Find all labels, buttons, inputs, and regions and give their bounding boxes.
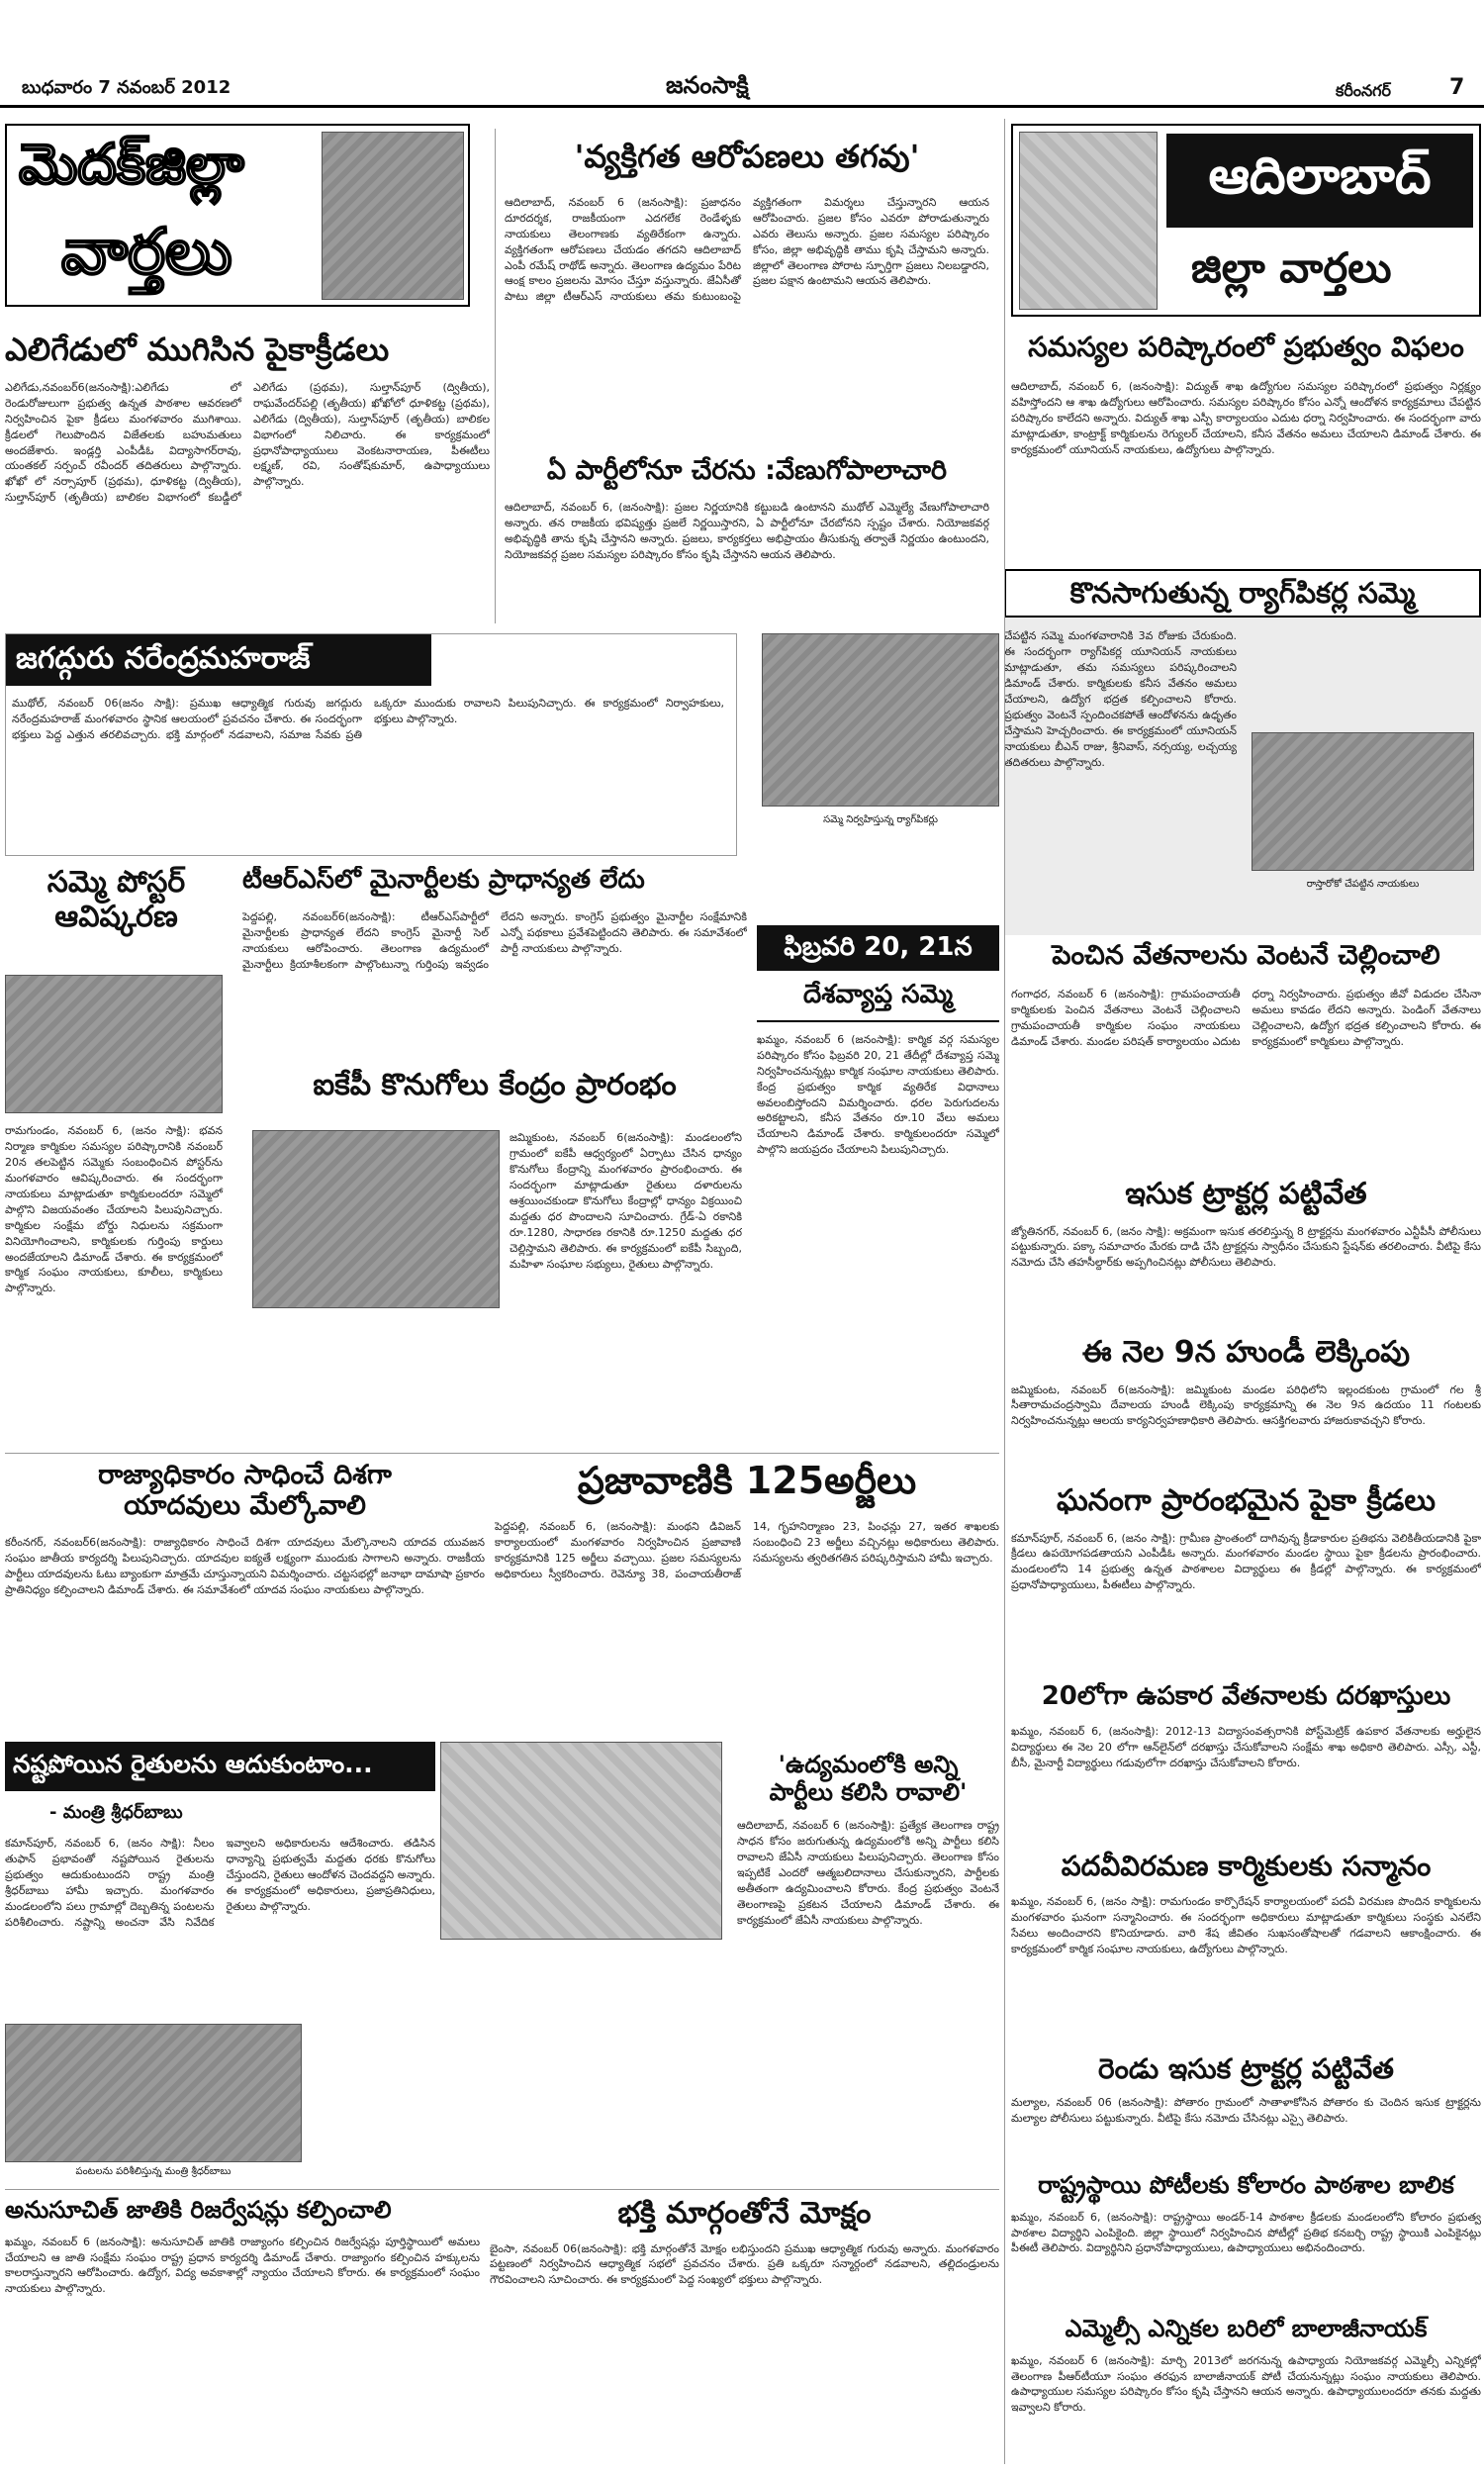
article-headline: సమ్మె పోస్టర్‌ ఆవిష్కరణ bbox=[46, 866, 186, 934]
crop-inspection-photo-2 bbox=[5, 2024, 302, 2162]
article-body: ఆదిలాబాద్‌, నవంబర్‌ 6 (జనంసాక్షి): ప్రత్యేక తెలంగాణ రాష్ట్ర సాధన కోసం జరుగుతున్న ఉద్యమంలోకి అన్ని పార్టీలు కలిసి రావాలని జేఏసీ నాయకులు పిలుపునిచ్చారు. తెలంగాణ కోసం ఇప్పటికే ఎందరో ఆత్మబలిదానాలు చేసుకున్నారని, పార్టీలకు అతీతంగా ఉద్యమించాలని కోరారు. కేంద్ర ప్రభుత్వం వెంటనే తెలంగాణపై ప్రకటన చేయాలని డిమాండ్‌ చేశారు. ఈ కార్యక్రమంలో జేఏసీ నాయకులు పాల్గొన్నారు. bbox=[737, 1819, 999, 1927]
photo-caption: పంటలను పరిశీలిస్తున్న మంత్రి శ్రీధర్‌బాబు bbox=[75, 2166, 232, 2177]
medak-banner bbox=[5, 124, 470, 307]
article-headline: భక్తి మార్గంతోనే మోక్షం bbox=[617, 2197, 872, 2231]
article-headline: సమస్యల పరిష్కారంలో ప్రభుత్వం విఫలం bbox=[1028, 332, 1464, 363]
article-farmers-support bbox=[5, 1742, 727, 2177]
article-headline: రాజ్యాధికారం సాధించే దిశగా bbox=[98, 1460, 392, 1490]
article-headline: ఘనంగా ప్రారంభమైన పైకా క్రీడలు bbox=[1056, 1484, 1437, 1518]
article-narendra-maharaj bbox=[5, 633, 737, 856]
ikp-center-photo bbox=[252, 1130, 500, 1308]
article-reservations bbox=[5, 2197, 480, 2395]
issue-date: బుధవారం 7 నవంబర్ 2012 bbox=[22, 77, 232, 98]
article-headline: ఇసుక ట్రాక్టర్ల పట్టివేత bbox=[1125, 1178, 1367, 1211]
article-body: ఖమ్మం, నవంబర్‌ 6 (జనంసాక్షి): మార్చి 2013లో జరగనున్న ఉపాధ్యాయ నియోజకవర్గ ఎమ్మెల్సీ ఎన్నికల్లో తెలంగాణ పీఆర్‌టీయూ సంఘం తరఫున బాలాజీనాయక్‌ పోటీ చేయనున్నట్లు సంఘం నాయకులు తెలిపారు. ఉపాధ్యాయుల సమస్యల పరిష్కారం కోసం కృషి చేస్తానని ఆయన అన్నారు. ఉపాధ్యాయులందరూ తనకు మద్దతు ఇవ్వాలని కోరారు. bbox=[1011, 2353, 1481, 2415]
article-personal-allegations bbox=[505, 139, 989, 465]
article-body: ఖమ్మం, నవంబర్‌ 6, (జనం సాక్షి): రామగుండం కార్పొరేషన్‌ కార్యాలయంలో పదవీ విరమణ పొందిన కార్మికులను మంగళవారం ఘనంగా సన్మానించారు. ఈ సందర్భంగా అధికారులు మాట్లాడుతూ కార్మికులు సంస్థకు ఎనలేని సేవలు అందించారని కొనియాడారు. వారి శేష జీవితం సుఖసంతోషాలతో గడవాలని ఆకాంక్షించారు. ఈ కార్యక్రమంలో కార్మిక సంఘాల నాయకులు, ఉద్యోగులు పాల్గొన్నారు. bbox=[1011, 1895, 1481, 1955]
article-body: ఆదిలాబాద్‌, నవంబర్‌ 6, (జనంసాక్షి): విద్యుత్‌ శాఖ ఉద్యోగుల సమస్యల పరిష్కారంలో ప్రభుత్వం నిర్లక్ష్యం వహిస్తోందని ఆ శాఖ ఉద్యోగులు ఆరోపించారు. సమస్యల పరిష్కారం కోసం ఎన్నో ఆందోళన కార్యక్రమాలు చేపట్టిన పరిష్కారం కాలేదని అన్నారు. విద్యుత్‌ శాఖ ఎస్పీ కార్యాలయం ఎదుట ధర్నా నిర్వహించారు. ఈ సందర్భంగా వారు మాట్లాడుతూ, కాంట్రాక్ట్‌ కార్మికులను రెగ్యులర్‌ చేయాలని, కనీస వేతనం అమలు చేయాలని డిమాండ్‌ చేశారు. ఈ కార్యక్రమంలో యూనియన్‌ నాయకులు, ఉద్యోగులు పాల్గొన్నారు. bbox=[1011, 380, 1481, 456]
medak-title-line1: మెదక్‌జిల్లా bbox=[19, 133, 244, 197]
masthead bbox=[0, 0, 1484, 109]
article-body: గంగాధర, నవంబర్‌ 6 (జనంసాక్షి): గ్రామపంచాయతీ కార్మికులకు పెంచిన వేతనాలు వెంటనే చెల్లించాలని గ్రామపంచాయతీ కార్మికుల సంఘం నాయకులు డిమాండ్‌ చేశారు. మండల పరిషత్‌ కార్యాలయం ఎదుట ధర్నా నిర్వహించారు. ప్రభుత్వం జీవో విడుదల చేసినా అమలు కావడం లేదని అన్నారు. పెండింగ్‌ వేతనాలు చెల్లించాలని, ఉద్యోగ భద్రత కల్పించాలని కోరారు. ఈ కార్యక్రమంలో కార్మికులు పాల్గొన్నారు. bbox=[1011, 988, 1481, 1048]
article-venugopalachari bbox=[505, 455, 989, 633]
article-headline: అనుసూచిత్‌ జాతికి రిజర్వేషన్లు కల్పించాలి bbox=[5, 2197, 392, 2224]
article-body: ఎలిగేడు,నవంబర్‌6(జనంసాక్షి):ఎలిగేడు లో రెండురోజులుగా ప్రభుత్వ ఉన్నత పాఠశాల ఆవరణలో నిర్వహించిన పైకా క్రీడలు మంగళవారం ముగిశాయి. క్రీడలలో గెలుపొందిన విజేతలకు బహుమతులు అందజేశారు. ఇండ్లర్తి ఎంపీడీఓ విద్యాసాగర్‌రావు, యంతకల్‌ సర్పంచ్‌ రవీందర్‌ తదితరులు పాల్గొన్నారు. ఖోఖో లో నర్సాపూర్‌ (ప్రథమ), ధూళికట్ట (ద్వితీయ), సుల్తాన్‌పూర్‌ (తృతీయ) బాలికల విభాగంలో కబడ్డీలో ఎలిగేడు (ప్రథమ), సుల్తాన్‌పూర్‌ (ద్వితీయ), రాఘవేందర్‌పల్లి (తృతీయ) ఖోఖోలో ధూళికట్ట (ప్రథమ), ఎలిగేడు (ద్వితీయ), సుల్తాన్‌పూర్‌ (తృతీయ) బాలికల విభాగంలో నిలిచారు. ఈ కార్యక్రమంలో ప్రధానోపాధ్యాయులు వెంకటనారాయణ, పీఈటీలు లక్ష్మణ్‌, రవి, సంతోష్‌కుమార్‌, ఉపాధ్యాయులు పాల్గొన్నారు. bbox=[5, 380, 490, 505]
article-body: జ్యోతినగర్‌, నవంబర్‌ 6, (జనం సాక్షి): అక్రమంగా ఇసుక తరలిస్తున్న 8 ట్రాక్టర్లను మంగళవారం ఎన్టీపీసీ పోలీసులు పట్టుకున్నారు. పక్కా సమాచారం మేరకు దాడి చేసి ట్రాక్టర్లను స్వాధీనం చేసుకుని స్టేషన్‌కు తరలించారు. వీటిపై కేసు నమోదు చేసి తహసీల్దార్‌కు అప్పగించినట్లు పోలీసులు తెలిపారు. bbox=[1011, 1224, 1481, 1270]
article-body: రామగుండం, నవంబర్‌ 6, (జనం సాక్షి): భవన నిర్మాణ కార్మికుల సమస్యల పరిష్కారానికి నవంబర్‌ 20న తలపెట్టిన సమ్మెకు సంబంధించిన పోస్టర్‌ను మంగళవారం ఆవిష్కరించారు. ఈ సందర్భంగా నాయకులు మాట్లాడుతూ కార్మికులందరూ సమ్మెలో పాల్గొని విజయవంతం చేయాలని పిలుపునిచ్చారు. కార్మికుల సంక్షేమ బోర్డు నిధులను సక్రమంగా వినియోగించాలని, కార్మికులకు గుర్తింపు కార్డులు అందజేయాలని డిమాండ్‌ చేశారు. ఈ కార్యక్రమంలో కార్మిక సంఘం నాయకులు, కూలీలు, కార్మికులు పాల్గొన్నారు. bbox=[5, 1124, 223, 1295]
article-headline: కొనసాగుతున్న ర్యాగ్‌పికర్ల సమ్మె bbox=[1004, 569, 1481, 618]
article-body: చేపట్టిన సమ్మె మంగళవారానికి 3వ రోజుకు చేరుకుంది. ఈ సందర్భంగా ర్యాగ్‌పికర్ల యూనియన్‌ నాయకులు మాట్లాడుతూ, తమ సమస్యలు పరిష్కరించాలని డిమాండ్‌ చేశారు. కార్మికులకు కనీస వేతనం అమలు చేయాలని, ఉద్యోగ భద్రత కల్పించాలని కోరారు. ప్రభుత్వం వెంటనే స్పందించకపోతే ఆందోళనను ఉధృతం చేస్తామని హెచ్చరించారు. ఈ కార్యక్రమంలో యూనియన్‌ నాయకులు బీఎన్‌ రాజు, శ్రీనివాస్‌, నర్సయ్య, లచ్చయ్య తదితరులు పాల్గొన్నారు. bbox=[1004, 629, 1237, 769]
article-body: ఖమ్మం, నవంబర్‌ 6 (జనంసాక్షి): కార్మిక వర్గ సమస్యల పరిష్కారం కోసం ఫిబ్రవరి 20, 21 తేదీల్లో దేశవ్యాప్త సమ్మె నిర్వహించనున్నట్లు కార్మిక సంఘాల నాయకులు తెలిపారు. కేంద్ర ప్రభుత్వం కార్మిక వ్యతిరేక విధానాలు అవలంబిస్తోందని విమర్శించారు. ధరల పెరుగుదలను అరికట్టాలని, కనీస వేతనం రూ.10 వేలు అమలు చేయాలని డిమాండ్‌ చేశారు. కార్మికులందరూ సమ్మెలో పాల్గొని జయప్రదం చేయాలని పిలుపునిచ్చారు. bbox=[757, 1032, 999, 1157]
article-scholarships bbox=[1011, 1682, 1481, 1841]
article-eligedu-sports bbox=[5, 332, 490, 623]
article-pending-wages bbox=[1011, 940, 1481, 1168]
page-number: 7 bbox=[1449, 75, 1465, 100]
article-body: పెద్దపల్లి, నవంబర్‌6(జనంసాక్షి): టీఆర్‌ఎస్‌పార్టీలో మైనార్టీలకు ప్రాధాన్యత లేదని కాంగ్రెస్‌ మైనార్టీ సెల్‌ నాయకులు ఆరోపించారు. తెలంగాణ ఉద్యమంలో మైనార్టీలు క్రియాశీలకంగా పాల్గొంటున్నా గుర్తింపు ఇవ్వడం లేదని అన్నారు. కాంగ్రెస్‌ ప్రభుత్వం మైనార్టీల సంక్షేమానికి ఎన్నో పథకాలు ప్రవేశపెట్టిందని తెలిపారు. ఈ సమావేశంలో పార్టీ నాయకులు పాల్గొన్నారు. bbox=[242, 909, 747, 971]
article-headline: రెండు ఇసుక ట్రాక్టర్ల పట్టివేత bbox=[1098, 2053, 1394, 2085]
article-body: మల్యాల, నవంబర్‌ 06 (జనంసాక్షి): పోతారం గ్రామంలో సాతాళాకోసిన పోతారం కు చెందిన ఇసుక ట్రాక్టర్లను మల్యాల పోలీసులు పట్టుకున్నారు. వీటిపై కేసు నమోదు చేసినట్లు ఎస్సై తెలిపారు. bbox=[1011, 2096, 1481, 2126]
article-body: ఆదిలాబాద్‌, నవంబర్‌ 6, (జనంసాక్షి): ప్రజల నిర్ణయానికి కట్టుబడి ఉంటానని ముథోల్‌ ఎమ్మెల్యే వేణుగోపాలాచారి అన్నారు. తన రాజకీయ భవిష్యత్తు ప్రజలే నిర్ణయిస్తారని, ఏ పార్టీలోనూ చేరబోనని స్పష్టం చేశారు. నియోజకవర్గ అభివృద్ధికి తాను కృషి చేస్తానని అన్నారు. ప్రజలు, కార్యకర్తలు అభిప్రాయం తీసుకున్న తర్వాతే నిర్ణయం ఉంటుందని, నియోజకవర్గ ప్రజల సమస్యల పరిష్కారం కోసం కృషి చేస్తానని ఆయన తెలిపారు. bbox=[505, 501, 989, 561]
article-trs-minorities bbox=[242, 866, 747, 1064]
article-strike-poster bbox=[5, 866, 228, 1460]
article-ragpickers-strike bbox=[1004, 569, 1481, 935]
article-headline: 'వ్యక్తిగత ఆరోపణలు తగవు' bbox=[574, 139, 920, 175]
article-headline: ఫిబ్రవరి 20, 21న bbox=[757, 925, 999, 971]
district-name: కరీంనగర్ bbox=[1336, 81, 1392, 100]
article-body: ఖమ్మం, నవంబర్‌ 6, (జనంసాక్షి): రాష్ట్రస్థాయి అండర్‌-14 పాఠశాల క్రీడలకు మండలంలోని కోలారం ప్రభుత్వ పాఠశాల విద్యార్థిని ఎంపికైంది. జిల్లా స్థాయిలో నిర్వహించిన పోటీల్లో ప్రతిభ కనబర్చి రాష్ట్ర స్థాయికి ఎంపికైనట్లు పీఈటీ తెలిపారు. విద్యార్థినిని ప్రధానోపాధ్యాయులు, ఉపాధ్యాయులు అభినందించారు. bbox=[1011, 2210, 1481, 2255]
article-body: ఖమ్మం, నవంబర్‌ 6, (జనంసాక్షి): 2012-13 విద్యాసంవత్సరానికి పోస్ట్‌మెట్రిక్‌ ఉపకార వేతనాలకు అర్హులైన విద్యార్థులు ఈ నెల 20 లోగా ఆన్‌లైన్‌లో దరఖాస్తు చేసుకోవాలని సంక్షేమ శాఖ అధికారి తెలిపారు. ఎస్సీ, ఎస్టీ, బీసీ, మైనార్టీ విద్యార్థులు గడువులోగా దరఖాస్తు చేసుకోవాలని కోరారు. bbox=[1011, 1724, 1481, 1769]
article-retired-workers bbox=[1011, 1851, 1481, 2048]
article-headline: 20లోగా ఉపకార వేతనాలకు దరఖాస్తులు bbox=[1041, 1682, 1451, 1711]
article-state-level-girl bbox=[1011, 2172, 1481, 2311]
newspaper-logo: జనంసాక్షి bbox=[658, 71, 757, 107]
article-body: కమాన్‌పూర్‌, నవంబర్‌ 6, (జనం సాక్షి): నీలం తుఫాన్‌ ప్రభావంతో నష్టపోయిన రైతులను ప్రభుత్వం ఆదుకుంటుందని రాష్ట్ర మంత్రి శ్రీధర్‌బాబు హామీ ఇచ్చారు. మంగళవారం మండలంలోని పలు గ్రామాల్లో దెబ్బతిన్న పంటలను పరిశీలించారు. నష్టాన్ని అంచనా వేసి నివేదిక ఇవ్వాలని అధికారులను ఆదేశించారు. తడిసిన ధాన్యాన్ని ప్రభుత్వమే మద్దతు ధరకు కొనుగోలు చేస్తుందని, రైతులు ఆందోళన చెందవద్దని అన్నారు. ఈ కార్యక్రమంలో అధికారులు, ప్రజాప్రతినిధులు, రైతులు పాల్గొన్నారు. bbox=[5, 1837, 435, 1929]
article-nationwide-strike bbox=[757, 925, 999, 1460]
column-divider bbox=[495, 129, 496, 623]
medak-title-line2: వార్తలు bbox=[61, 216, 232, 289]
article-headline: ఎలిగేడులో ముగిసిన పైకాక్రీడలు bbox=[5, 332, 390, 368]
article-headline: ఐకేపీ కొనుగోలు కేంద్రం ప్రారంభం bbox=[313, 1069, 677, 1102]
adilabad-title-line1: ఆదిలాబాద్ bbox=[1166, 134, 1473, 228]
adilabad-title-line2: జిల్లా వార్తలు bbox=[1191, 243, 1392, 292]
article-paika-sports bbox=[1011, 1484, 1481, 1677]
article-yadavs bbox=[5, 1460, 485, 1747]
article-two-sand-tractors bbox=[1011, 2053, 1481, 2162]
article-headline: ఎమ్మెల్సీ ఎన్నికల బరిలో బాలాజీనాయక్‌ bbox=[1065, 2316, 1428, 2342]
article-prajavani bbox=[495, 1460, 999, 1747]
article-headline-line2: యాదవులు మేల్కోవాలి bbox=[124, 1490, 366, 1522]
article-headline-line2: దేశవ్యాప్త సమ్మె bbox=[757, 971, 999, 1022]
row-divider bbox=[5, 2189, 999, 2190]
article-headline: రాష్ట్రస్థాయి పోటీలకు కోలారం పాఠశాల బాలిక bbox=[1038, 2172, 1454, 2199]
article-headline: 'ఉద్యమంలోకి అన్ని bbox=[778, 1752, 959, 1778]
photo-caption: రాస్తారోకో చేపట్టిన నాయకులు bbox=[1306, 879, 1420, 890]
article-body: బైంసా, నవంబర్‌ 06(జనంసాక్షి): భక్తి మార్గంతోనే మోక్షం లభిస్తుందని ప్రముఖ ఆధ్యాత్మిక గురువు అన్నారు. మంగళవారం పట్టణంలో నిర్వహించిన ఆధ్యాత్మిక సభలో ప్రవచనం చేశారు. ప్రతి ఒక్కరూ సన్మార్గంలో నడవాలని, తల్లిదండ్రులను గౌరవించాలని సూచించారు. ఈ కార్యక్రమంలో పెద్ద సంఖ్యలో భక్తులు పాల్గొన్నారు. bbox=[490, 2241, 999, 2287]
article-headline: పదవీవిరమణ కార్మికులకు సన్మానం bbox=[1061, 1851, 1432, 1882]
article-body: కమాన్‌పూర్‌, నవంబర్‌ 6, (జనం సాక్షి): గ్రామీణ ప్రాంతంలో దాగివున్న క్రీడాకారుల ప్రతిభను వెలికితీయడానికి పైకా క్రీడలు ఉపయోగపడతాయని ఎంపీడీఓ అన్నారు. మంగళవారం మండల స్థాయి పైకా క్రీడలను ప్రారంభించారు. మండలంలోని 14 ప్రభుత్వ ఉన్నత పాఠశాలల విద్యార్థులు ఈ క్రీడల్లో పాల్గొన్నారు. ఈ కార్యక్రమంలో ప్రధానోపాధ్యాయులు, పీఈటీలు పాల్గొన్నారు. bbox=[1011, 1531, 1481, 1592]
article-headline: ఏ పార్టీలోనూ చేరను :వేణుగోపాలాచారి bbox=[546, 455, 948, 486]
church-photo bbox=[322, 132, 464, 300]
article-sand-tractors bbox=[1011, 1178, 1481, 1336]
adilabad-banner bbox=[1011, 124, 1481, 317]
article-parties-join bbox=[737, 1752, 999, 2177]
ragpickers-photo-caption: సమ్మె నిర్వహిస్తున్న ర్యాగ్‌పికర్లు bbox=[823, 814, 938, 825]
article-byline: - మంత్రి శ్రీధర్‌బాబు bbox=[49, 1802, 183, 1823]
article-headline: పెంచిన వేతనాలను వెంటనే చెల్లించాలి bbox=[1052, 940, 1440, 971]
poster-launch-photo bbox=[5, 975, 223, 1113]
article-body: కరీంనగర్‌, నవంబర్‌6(జనంసాక్షి): రాజ్యాధికారం సాధించే దిశగా యాదవులు మేల్కొనాలని యాదవ యువజన సంఘం జాతీయ కార్యదర్శి పిలుపునిచ్చారు. యాదవుల ఐక్యతే లక్ష్యంగా ముందుకు సాగాలని అన్నారు. రాజకీయ పార్టీలు యాదవులను ఓటు బ్యాంకుగా మాత్రమే చూస్తున్నాయని విమర్శించారు. చట్టసభల్లో జనాభా దామాషా ప్రకారం ప్రాతినిధ్యం కల్పించాలని డిమాండ్‌ చేశారు. ఈ సమావేశంలో యాదవ సంఘం నాయకులు పాల్గొన్నారు. bbox=[5, 1536, 485, 1596]
article-devotion bbox=[490, 2197, 999, 2395]
article-mlc-elections bbox=[1011, 2316, 1481, 2469]
article-ikp-center bbox=[242, 1069, 747, 1460]
article-headline: జగద్గురు నరేంద్రమహరాజ్‌ bbox=[6, 634, 431, 686]
article-body: జమ్మికుంట, నవంబర్‌ 6(జనంసాక్షి): జమ్మికుంట మండల పరిధిలోని ఇల్లందకుంట గ్రామంలో గల శ్రీ సీతారామచంద్రస్వామి దేవాలయ హుండీ లెక్కింపు కార్యక్రమాన్ని ఈ నెల 9న ఉదయం 11 గంటలకు నిర్వహించనున్నట్లు ఆలయ కార్యనిర్వహణాధికారి తెలిపారు. ఆసక్తిగలవారు హాజరుకావచ్చని కోరారు. bbox=[1011, 1382, 1481, 1428]
crop-inspection-photo-1 bbox=[440, 1742, 722, 1940]
row-divider bbox=[5, 1453, 999, 1454]
article-body: ముథోల్‌, నవంబర్‌ 06(జనం సాక్షి): ప్రముఖ ఆధ్యాత్మిక గురువు జగద్గురు నరేంద్రమహరాజ్‌ మంగళవారం స్థానిక ఆలయంలో ప్రవచనం చేశారు. ఈ సందర్భంగా భక్తులు పెద్ద ఎత్తున తరలివచ్చారు. భక్తి మార్గంలో నడవాలని, సమాజ సేవకు ప్రతి ఒక్కరూ ముందుకు రావాలని పిలుపునిచ్చారు. ఈ కార్యక్రమంలో నిర్వాహకులు, భక్తులు పాల్గొన్నారు. bbox=[12, 697, 724, 741]
ragpickers-photo bbox=[762, 633, 999, 807]
article-body: జమ్మికుంట, నవంబర్‌ 6(జనంసాక్షి): మండలంలోని గ్రామంలో ఐకేపీ ఆధ్వర్యంలో ఏర్పాటు చేసిన ధాన్యం కొనుగోలు కేంద్రాన్ని మంగళవారం ప్రారంభించారు. ఈ సందర్భంగా మాట్లాడుతూ రైతులు దళారులను ఆశ్రయించకుండా కొనుగోలు కేంద్రాల్లో ధాన్యం విక్రయించి మద్దతు ధర పొందాలని సూచించారు. గ్రేడ్‌-ఏ రకానికి రూ.1280, సాధారణ రకానికి రూ.1250 మద్దతు ధర చెల్లిస్తామని తెలిపారు. ఈ కార్యక్రమంలో ఐకేపీ సిబ్బంది, మహిళా సంఘాల సభ్యులు, రైతులు పాల్గొన్నారు. bbox=[510, 1131, 742, 1271]
article-headline: ప్రజావాణికి 125అర్జీలు bbox=[577, 1460, 917, 1502]
article-body: పెద్దపల్లి, నవంబర్‌ 6, (జనంసాక్షి): మంథని డివిజన్‌ కార్యాలయంలో మంగళవారం నిర్వహించిన ప్రజావాణి కార్యక్రమానికి 125 అర్జీలు వచ్చాయి. ప్రజల సమస్యలను అధికారులు స్వీకరించారు. రెవెన్యూ 38, పంచాయతీరాజ్‌ 14, గృహనిర్మాణం 23, పింఛన్లు 27, ఇతర శాఖలకు సంబంధించి 23 అర్జీలు వచ్చినట్లు అధికారులు తెలిపారు. సమస్యలను త్వరితగతిన పరిష్కరిస్తామని హామీ ఇచ్చారు. bbox=[495, 1519, 999, 1580]
column-divider bbox=[1004, 119, 1005, 2464]
article-body: ఆదిలాబాద్‌, నవంబర్‌ 6 (జనంసాక్షి): ప్రజాధనం దూరదర్శక, రాజకీయంగా ఎదగలేక రెండేళ్ళకు నాయకులు తెలంగాణకు వ్యతిరేకంగా ఉన్నారు. వ్యక్తిగతంగా ఆరోపణలు చేయడం తగదని ఆదిలాబాద్‌ ఎంపీ రమేష్‌ రాథోడ్‌ అన్నారు. తెలంగాణ ఉద్యమం పేరిట ఆంక్ష కాలం ప్రజలను మోసం చేస్తూ వస్తున్నారు. జేఏసీతో పాటు జిల్లా టీఆర్‌ఎస్‌ నాయకులు తమ కుటుంబంపై వ్యక్తిగతంగా విమర్శలు చేస్తున్నారని ఆయన ఆరోపించారు. ప్రజల కోసం ఎవరూ పోరాడుతున్నారు ఎవరు తెలుసు అన్నారు. ప్రజల సమస్యల పరిష్కారం కోసం, జిల్లా అభివృద్ధికి తాము కృషి చేస్తామని అన్నారు. జిల్లాలో తెలంగాణ పోరాట స్ఫూర్తిగా ప్రజలు నిలబడ్డారని, ప్రజల పక్షాన ఉంటామని ఆయన తెలిపారు. bbox=[505, 195, 989, 304]
article-hundi-counting bbox=[1011, 1336, 1481, 1475]
article-headline: నష్టపోయిన రైతులను ఆదుకుంటాం... bbox=[5, 1742, 435, 1791]
masthead-rule bbox=[0, 105, 1484, 108]
article-headline-line2: పార్టీలు కలిసి రావాలి' bbox=[769, 1777, 968, 1806]
article-govt-failure bbox=[1011, 332, 1481, 564]
article-headline: టీఆర్‌ఎస్‌లో మైనార్టీలకు ప్రాధాన్యత లేదు bbox=[242, 866, 645, 895]
article-body: ఖమ్మం, నవంబర్‌ 6 (జనంసాక్షి): అనుసూచిత్‌ జాతికి రాజ్యాంగం కల్పించిన రిజర్వేషన్లు పూర్తిస్థాయిలో అమలు చేయాలని ఆ జాతి సంక్షేమ సంఘం రాష్ట్ర ప్రధాన కార్యదర్శి డిమాండ్‌ చేశారు. రాజ్యాంగం కల్పించిన హక్కులను కాలరాస్తున్నారని ఆరోపించారు. ఉద్యోగ, విద్య అవకాశాల్లో న్యాయం చేయాలని కోరారు. ఈ కార్యక్రమంలో సంఘం నాయకులు పాల్గొన్నారు. bbox=[5, 2235, 480, 2296]
article-headline: ఈ నెల 9న హుండీ లెక్కింపు bbox=[1081, 1336, 1411, 1370]
portrait-photo bbox=[1019, 132, 1158, 310]
rasta-roko-photo bbox=[1252, 732, 1474, 871]
